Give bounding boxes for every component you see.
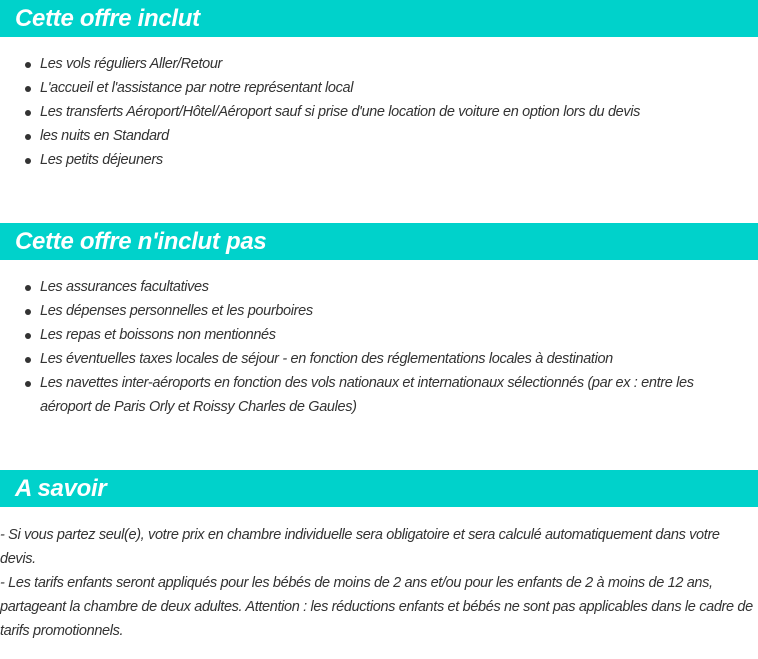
not-included-list (0, 275, 730, 419)
section-header-not-included (0, 223, 758, 260)
list-item: Les dépenses personnelles et les pourboires (40, 299, 730, 323)
list-item: Les assurances facultatives (40, 275, 730, 299)
list-item: Les éventuelles taxes locales de séjour - en fonction des réglementations locales à destination (40, 347, 730, 371)
section-header-included (0, 0, 758, 37)
list-item: Les navettes inter-aéroports en fonction des vols nationaux et internationaux sélectionnés (par ex : entre les aéroport de Paris Orly et Roissy Charles de Gaules) (40, 371, 730, 419)
list-item: Les repas et boissons non mentionnés (40, 323, 730, 347)
list-item: les nuits en Standard (40, 124, 730, 148)
list-item: Les vols réguliers Aller/Retour (40, 52, 730, 76)
list-item: Les petits déjeuners (40, 148, 730, 172)
section-title: Cette offre n'inclut pas (15, 228, 267, 255)
a-savoir-notes (0, 523, 756, 643)
section-title: Cette offre inclut (15, 5, 200, 32)
included-list (0, 52, 730, 172)
note-paragraph: - Si vous partez seul(e), votre prix en chambre individuelle sera obligatoire et sera calculé automatiquement dans votre devis. (0, 527, 720, 567)
note-paragraph: - Les tarifs enfants seront appliqués pour les bébés de moins de 2 ans et/ou pour les enfants de 2 à moins de 12 ans, partageant la chambre de deux adultes. Attention : les réductions enfants et bébés ne sont pas applicables dans le cadre de tarifs promotionnels. (0, 575, 753, 639)
section-header-a-savoir (0, 470, 758, 507)
list-item: L'accueil et l'assistance par notre représentant local (40, 76, 730, 100)
section-title: A savoir (15, 475, 107, 502)
list-item: Les transferts Aéroport/Hôtel/Aéroport sauf si prise d'une location de voiture en option lors du devis (40, 100, 730, 124)
